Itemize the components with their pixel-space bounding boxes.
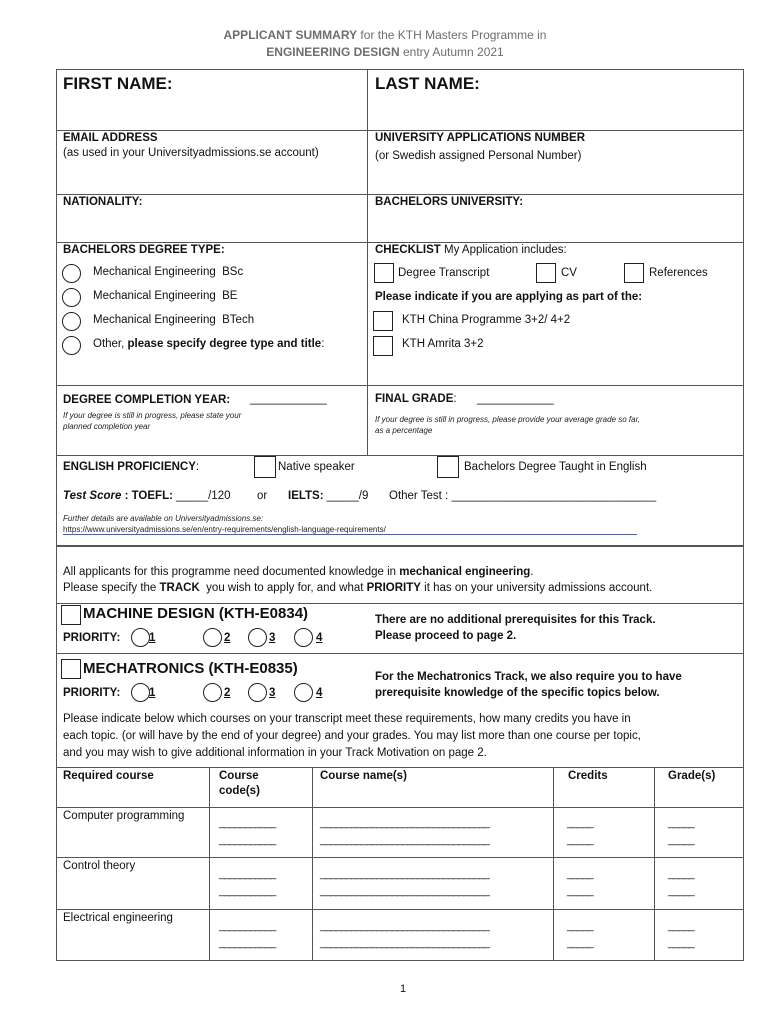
divider bbox=[57, 909, 743, 910]
test-score-row: Test Score : TOEFL: _____/120 bbox=[63, 490, 231, 502]
course-code-blank[interactable]: ___________ bbox=[219, 834, 276, 846]
other-test-blank: ________________________________ bbox=[451, 490, 657, 502]
mechatronics-note-2: prerequisite knowledge of the specific topics below. bbox=[375, 687, 660, 699]
course-code-blank[interactable]: ___________ bbox=[219, 885, 276, 897]
degree-option-label: Mechanical Engineering BTech bbox=[93, 314, 255, 326]
course-code-blank[interactable]: ___________ bbox=[219, 817, 276, 829]
priority-radio[interactable] bbox=[203, 683, 222, 702]
completion-year-blank[interactable]: ____________ bbox=[250, 393, 327, 405]
email-label: EMAIL ADDRESS bbox=[63, 132, 158, 144]
degree-option-radio[interactable] bbox=[62, 264, 81, 283]
table-column-divider bbox=[553, 767, 554, 961]
taught-in-english-checkbox[interactable] bbox=[437, 456, 459, 478]
priority-radio[interactable] bbox=[294, 683, 313, 702]
table-row-course: Control theory bbox=[63, 860, 136, 872]
course-code-blank[interactable]: ___________ bbox=[219, 937, 276, 949]
native-speaker-label: Native speaker bbox=[278, 461, 355, 473]
divider bbox=[57, 545, 743, 547]
priority-radio[interactable] bbox=[248, 628, 267, 647]
ielts-blank: _____/9 bbox=[326, 490, 369, 502]
checklist-heading: CHECKLIST My Application includes: bbox=[375, 244, 567, 256]
machine-design-priority-label: PRIORITY: bbox=[63, 632, 121, 644]
amrita-programme-label: KTH Amrita 3+2 bbox=[402, 338, 484, 350]
grade-blank[interactable]: _____ bbox=[668, 868, 694, 880]
table-header-required-course: Required course bbox=[63, 770, 154, 782]
machine-design-note-1: There are no additional prerequisites for this Track. bbox=[375, 614, 656, 626]
last-name-label: LAST NAME: bbox=[375, 74, 480, 93]
mechatronics-checkbox[interactable] bbox=[61, 659, 81, 679]
grade-blank[interactable]: _____ bbox=[668, 885, 694, 897]
grade-blank[interactable]: _____ bbox=[668, 834, 694, 846]
header-programme-rest: entry Autumn 2021 bbox=[399, 45, 504, 59]
native-speaker-checkbox[interactable] bbox=[254, 456, 276, 478]
priority-radio[interactable] bbox=[131, 683, 150, 702]
completion-year-note: If your degree is still in progress, please state your planned completion year bbox=[63, 411, 242, 431]
credits-blank[interactable]: _____ bbox=[567, 817, 593, 829]
divider bbox=[57, 455, 743, 456]
or-label: or bbox=[257, 490, 268, 502]
table-column-divider bbox=[654, 767, 655, 961]
course-name-blank[interactable]: _________________________________ bbox=[320, 868, 489, 880]
table-header-grades: Grade(s) bbox=[668, 770, 716, 782]
china-programme-label: KTH China Programme 3+2/ 4+2 bbox=[402, 314, 571, 326]
university-applications-label: UNIVERSITY APPLICATIONS NUMBER bbox=[375, 132, 585, 144]
grade-blank[interactable]: _____ bbox=[668, 817, 694, 829]
intro-line-2: Please specify the TRACK you wish to apply for, and what PRIORITY it has on your university admissions account. bbox=[63, 582, 653, 594]
table-header-course-code: Course code(s) bbox=[219, 770, 260, 797]
china-programme-checkbox[interactable] bbox=[373, 311, 393, 331]
table-column-divider bbox=[209, 767, 210, 961]
degree-option-radio[interactable] bbox=[62, 288, 81, 307]
divider bbox=[57, 767, 743, 768]
degree-other-radio[interactable] bbox=[62, 336, 81, 355]
cv-checkbox[interactable] bbox=[536, 263, 556, 283]
degree-transcript-checkbox[interactable] bbox=[374, 263, 394, 283]
divider bbox=[57, 242, 743, 243]
table-column-divider bbox=[312, 767, 313, 961]
references-checkbox[interactable] bbox=[624, 263, 644, 283]
header-programme-bold: ENGINEERING DESIGN bbox=[266, 45, 400, 59]
table-row-course: Computer programming bbox=[63, 810, 185, 822]
divider bbox=[57, 385, 743, 386]
intro-line-1: All applicants for this programme need documented knowledge in mechanical engineering. bbox=[63, 566, 534, 578]
degree-option-label: Mechanical Engineering BE bbox=[93, 290, 238, 302]
table-row-course: Electrical engineering bbox=[63, 912, 173, 924]
degree-type-label: BACHELORS DEGREE TYPE: bbox=[63, 244, 225, 256]
completion-year-label: DEGREE COMPLETION YEAR: bbox=[63, 394, 231, 406]
divider bbox=[57, 807, 743, 808]
further-details-note: Further details are available on Universityadmissions.se: bbox=[63, 514, 264, 523]
instructions-paragraph: Please indicate below which courses on your transcript meet these requirements, how many credits you have in each topic. (or will have by the end of your degree) and your grades. You may list more than one course per topic, and you may wish to give additional information in your Track Motivation on page 2. bbox=[63, 713, 641, 759]
priority-number: 1 bbox=[149, 687, 156, 699]
degree-other-label: Other, please specify degree type and title: bbox=[93, 338, 325, 350]
priority-number: 2 bbox=[224, 632, 231, 644]
course-code-blank[interactable]: ___________ bbox=[219, 868, 276, 880]
priority-radio[interactable] bbox=[248, 683, 267, 702]
priority-number: 4 bbox=[316, 687, 323, 699]
grade-blank[interactable]: _____ bbox=[668, 937, 694, 949]
first-name-label: FIRST NAME: bbox=[63, 74, 173, 93]
priority-radio[interactable] bbox=[294, 628, 313, 647]
divider bbox=[57, 194, 743, 195]
header-title-rest: for the KTH Masters Programme in bbox=[357, 28, 547, 42]
machine-design-title: MACHINE DESIGN (KTH-E0834) bbox=[83, 605, 309, 622]
final-grade-blank[interactable]: ____________ bbox=[477, 393, 554, 405]
priority-number: 4 bbox=[316, 632, 323, 644]
ielts-row: IELTS: _____/9 bbox=[288, 490, 369, 502]
degree-option-radio[interactable] bbox=[62, 312, 81, 331]
university-applications-note: (or Swedish assigned Personal Number) bbox=[375, 150, 582, 162]
credits-blank[interactable]: _____ bbox=[567, 885, 593, 897]
course-name-blank[interactable]: _________________________________ bbox=[320, 817, 489, 829]
mechatronics-priority-label: PRIORITY: bbox=[63, 687, 121, 699]
cv-label: CV bbox=[561, 267, 577, 279]
english-proficiency-label: ENGLISH PROFICIENCY: bbox=[63, 461, 200, 473]
column-divider bbox=[367, 70, 368, 455]
programme-question: Please indicate if you are applying as part of the: bbox=[375, 291, 643, 303]
course-name-blank[interactable]: _________________________________ bbox=[320, 937, 489, 949]
divider bbox=[57, 603, 743, 604]
credits-blank[interactable]: _____ bbox=[567, 937, 593, 949]
course-name-blank[interactable]: _________________________________ bbox=[320, 834, 489, 846]
divider bbox=[57, 857, 743, 858]
page-number: 1 bbox=[399, 983, 407, 995]
final-grade-label: FINAL GRADE: bbox=[375, 393, 457, 405]
references-label: References bbox=[649, 267, 708, 279]
header-title-bold: APPLICANT SUMMARY bbox=[223, 28, 358, 42]
course-name-blank[interactable]: _________________________________ bbox=[320, 885, 489, 897]
course-code-blank[interactable]: ___________ bbox=[219, 920, 276, 932]
toefl-blank: _____/120 bbox=[176, 490, 231, 502]
amrita-programme-checkbox[interactable] bbox=[373, 336, 393, 356]
email-note: (as used in your Universityadmissions.se account) bbox=[63, 147, 319, 159]
machine-design-note-2: Please proceed to page 2. bbox=[375, 630, 517, 642]
bachelors-university-label: BACHELORS UNIVERSITY: bbox=[375, 196, 524, 208]
divider bbox=[57, 653, 743, 654]
grade-blank[interactable]: _____ bbox=[668, 920, 694, 932]
mechatronics-title: MECHATRONICS (KTH-E0835) bbox=[83, 660, 298, 677]
table-header-course-name: Course name(s) bbox=[320, 770, 407, 782]
priority-radio[interactable] bbox=[131, 628, 150, 647]
other-test-row: Other Test : ________________________________ bbox=[389, 490, 657, 502]
divider bbox=[57, 130, 743, 131]
final-grade-note: If your degree is still in progress, please provide your average grade so far, as a percentage bbox=[375, 415, 641, 435]
degree-option-label: Mechanical Engineering BSc bbox=[93, 266, 244, 278]
priority-number: 2 bbox=[224, 687, 231, 699]
nationality-label: NATIONALITY: bbox=[63, 196, 143, 208]
table-header-credits: Credits bbox=[568, 770, 608, 782]
priority-number: 3 bbox=[269, 632, 276, 644]
taught-in-english-label: Bachelors Degree Taught in English bbox=[464, 461, 647, 473]
degree-transcript-label: Degree Transcript bbox=[398, 267, 490, 279]
credits-blank[interactable]: _____ bbox=[567, 868, 593, 880]
priority-number: 3 bbox=[269, 687, 276, 699]
course-name-blank[interactable]: _________________________________ bbox=[320, 920, 489, 932]
mechatronics-note-1: For the Mechatronics Track, we also require you to have bbox=[375, 671, 682, 683]
credits-blank[interactable]: _____ bbox=[567, 920, 593, 932]
english-requirements-link[interactable]: https://www.universityadmissions.se/en/entry-requirements/english-language-requirements/ bbox=[63, 525, 637, 535]
document-header bbox=[0, 27, 770, 61]
machine-design-checkbox[interactable] bbox=[61, 605, 81, 625]
priority-radio[interactable] bbox=[203, 628, 222, 647]
credits-blank[interactable]: _____ bbox=[567, 834, 593, 846]
priority-number: 1 bbox=[149, 632, 156, 644]
